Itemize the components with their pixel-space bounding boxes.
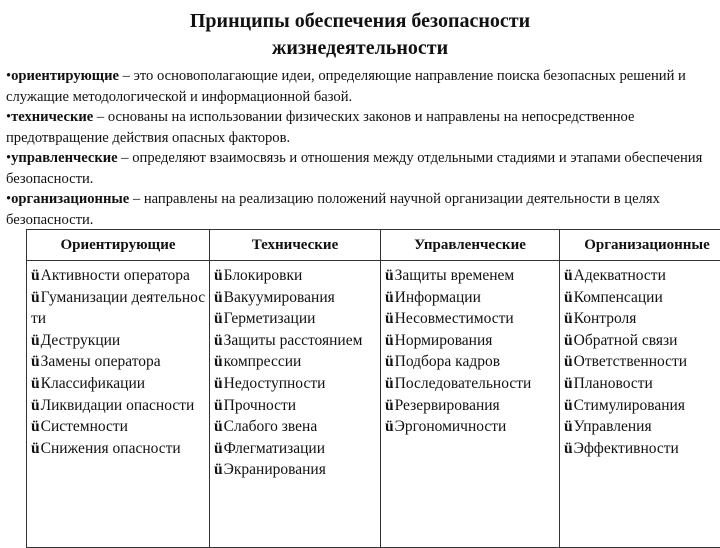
definition-term: ориентирующие (11, 68, 119, 84)
check-mark: ü (564, 310, 573, 327)
principle-label: Вакуумирования (224, 289, 335, 306)
principle-item (214, 287, 378, 309)
principle-item (385, 287, 557, 309)
definition-text: – определяют взаимосвязь и отношения между отдельными стадиями и этапами обеспечения безопасности. (6, 150, 702, 187)
principle-label: Защиты временем (395, 267, 515, 284)
table-row (27, 261, 720, 548)
principle-label: Защиты расстоянием (224, 332, 363, 349)
principle-label: Снижения опасности (41, 440, 181, 457)
principle-label: Эффективности (574, 440, 679, 457)
check-mark: ü (214, 289, 223, 306)
check-mark: ü (385, 332, 394, 349)
principle-item (385, 373, 557, 395)
definition-item (6, 66, 718, 107)
definition-text: – основаны на использовании физических законов и направлены на непосредственное предотвращение действия опасных факторов. (6, 109, 634, 146)
definition-term: технические (11, 109, 93, 125)
check-mark: ü (564, 353, 573, 370)
principle-label: Адекватности (574, 267, 666, 284)
check-mark: ü (214, 461, 223, 478)
column-header: Организационные (560, 230, 720, 261)
principle-item (564, 395, 720, 417)
principle-label: Гуманизации деятельности (31, 289, 205, 328)
check-mark: ü (385, 267, 394, 284)
definition-term: организационные (11, 191, 129, 207)
principle-item (564, 373, 720, 395)
check-mark: ü (564, 397, 573, 414)
check-mark: ü (214, 440, 223, 457)
principle-list (214, 265, 378, 481)
definition-term: управленческие (11, 150, 118, 166)
definition-text: – это основополагающие идеи, определяющие направление поиска безопасных решений и служащие методологической и информационной базой. (6, 68, 686, 105)
check-mark: ü (385, 397, 394, 414)
column-header: Управленческие (381, 230, 560, 261)
check-mark: ü (564, 375, 573, 392)
check-mark: ü (385, 375, 394, 392)
principle-item (385, 265, 557, 287)
principle-list (564, 265, 720, 459)
principle-item (31, 373, 207, 395)
principle-label: Прочности (224, 397, 296, 414)
principle-label: Стимулирования (574, 397, 685, 414)
principle-label: Информации (395, 289, 481, 306)
principle-label: Обратной связи (574, 332, 678, 349)
principle-label: Управления (574, 418, 652, 435)
check-mark: ü (31, 289, 40, 306)
definition-item (6, 148, 718, 189)
check-mark: ü (31, 267, 40, 284)
check-mark: ü (214, 418, 223, 435)
check-mark: ü (214, 310, 223, 327)
principle-item (214, 351, 378, 373)
principle-item (31, 438, 207, 460)
principle-label: Плановости (574, 375, 653, 392)
principle-item (214, 416, 378, 438)
check-mark: ü (214, 397, 223, 414)
bullet: • (6, 150, 11, 166)
principle-label: Последовательности (395, 375, 532, 392)
title-line-2: жизнедеятельности (0, 35, 720, 62)
principle-item (214, 265, 378, 287)
principle-item (214, 308, 378, 330)
check-mark: ü (564, 289, 573, 306)
principle-item (31, 395, 207, 417)
definition-text: – направлены на реализацию положений научной организации деятельности в целях безопасности. (6, 191, 660, 228)
principle-label: Ответственности (574, 353, 687, 370)
check-mark: ü (214, 353, 223, 370)
bullet: • (6, 68, 11, 84)
table-cell (210, 261, 381, 548)
principle-label: компрессии (224, 353, 302, 370)
principle-item (31, 287, 207, 330)
principle-item (214, 459, 378, 481)
principle-item (564, 438, 720, 460)
definition-item (6, 107, 718, 148)
bullet: • (6, 191, 11, 207)
principle-item (385, 330, 557, 352)
check-mark: ü (385, 289, 394, 306)
principle-item (31, 351, 207, 373)
principle-label: Эргономичности (395, 418, 507, 435)
principle-item (214, 373, 378, 395)
table-cell (560, 261, 720, 548)
principle-item (385, 308, 557, 330)
principle-label: Слабого звена (224, 418, 318, 435)
principle-label: Деструкции (41, 332, 121, 349)
principle-label: Системности (41, 418, 128, 435)
check-mark: ü (564, 267, 573, 284)
principle-list (31, 265, 207, 459)
principle-item (564, 308, 720, 330)
principle-label: Подбора кадров (395, 353, 500, 370)
principle-label: Герметизации (224, 310, 316, 327)
principle-list (385, 265, 557, 438)
check-mark: ü (214, 332, 223, 349)
check-mark: ü (31, 397, 40, 414)
principle-label: Замены оператора (41, 353, 161, 370)
principle-item (31, 416, 207, 438)
principle-label: Активности оператора (41, 267, 190, 284)
check-mark: ü (564, 332, 573, 349)
check-mark: ü (31, 418, 40, 435)
principle-label: Недоступности (224, 375, 326, 392)
principle-item (214, 395, 378, 417)
page-title (0, 8, 720, 62)
principle-item (564, 330, 720, 352)
definition-item (6, 189, 718, 230)
bullet: • (6, 109, 11, 125)
check-mark: ü (31, 440, 40, 457)
table-cell (27, 261, 210, 548)
principle-item (31, 265, 207, 287)
check-mark: ü (385, 418, 394, 435)
principle-label: Несовместимости (395, 310, 514, 327)
principle-item (385, 395, 557, 417)
check-mark: ü (564, 440, 573, 457)
principle-item (564, 265, 720, 287)
principle-item (31, 330, 207, 352)
principle-label: Блокировки (224, 267, 303, 284)
check-mark: ü (31, 375, 40, 392)
table-header-row (27, 230, 720, 261)
check-mark: ü (385, 353, 394, 370)
principle-label: Резервирования (395, 397, 500, 414)
check-mark: ü (214, 375, 223, 392)
definitions-block (6, 66, 718, 230)
check-mark: ü (385, 310, 394, 327)
check-mark: ü (564, 418, 573, 435)
principle-item (214, 438, 378, 460)
check-mark: ü (31, 332, 40, 349)
check-mark: ü (214, 267, 223, 284)
check-mark: ü (31, 353, 40, 370)
principle-label: Компенсации (574, 289, 663, 306)
principle-label: Экранирования (224, 461, 326, 478)
principle-item (214, 330, 378, 352)
title-line-1: Принципы обеспечения безопасности (0, 8, 720, 35)
principle-item (564, 416, 720, 438)
principle-label: Ликвидации опасности (41, 397, 195, 414)
column-header: Технические (210, 230, 381, 261)
principle-item (564, 351, 720, 373)
principle-item (385, 416, 557, 438)
principle-item (564, 287, 720, 309)
table-cell (381, 261, 560, 548)
principle-label: Флегматизации (224, 440, 325, 457)
principles-table (26, 229, 720, 548)
principle-label: Нормирования (395, 332, 493, 349)
principle-label: Контроля (574, 310, 637, 327)
principle-item (385, 351, 557, 373)
principle-label: Классификации (41, 375, 145, 392)
column-header: Ориентирующие (27, 230, 210, 261)
